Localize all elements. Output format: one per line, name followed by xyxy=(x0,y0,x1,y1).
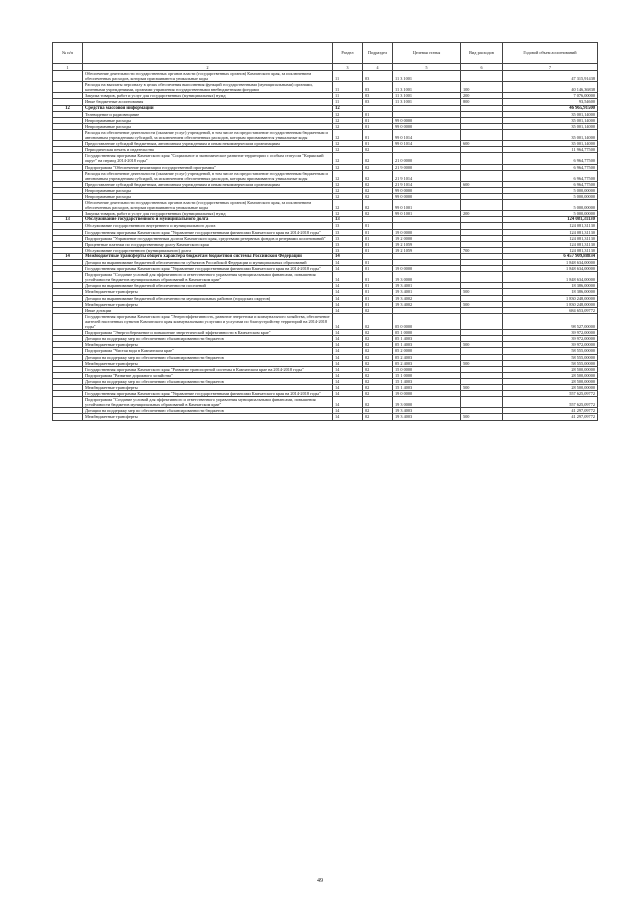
row-section: 14 xyxy=(333,384,363,390)
row-amount: 5 000,00000 xyxy=(503,200,598,211)
row-amount: 58 555,00000 xyxy=(503,360,598,366)
row-subsection: 01 xyxy=(363,241,393,247)
row-name: Государственная программа Камчатского края "Социальное и экономическое развитие территории с особым статусом "Корякский округ" на период 2014-2018 годы" xyxy=(83,153,333,164)
table-row xyxy=(53,153,598,164)
row-amount: 98 527,00000 xyxy=(503,313,598,329)
row-section: 12 xyxy=(333,147,363,153)
row-section: 13 xyxy=(333,229,363,235)
column-number: 5 xyxy=(393,64,461,71)
row-name: Подпрограмма "Обеспечение реализации государственной программы" xyxy=(83,164,333,170)
row-subsection: 02 xyxy=(363,187,393,193)
row-target-article: 05 2 0000 xyxy=(393,348,461,354)
row-amount: 6 964,77500 xyxy=(503,164,598,170)
table-row xyxy=(53,129,598,140)
row-amount: 39 972,00000 xyxy=(503,330,598,336)
row-subsection: 01 xyxy=(363,229,393,235)
row-target-article: 19 0 0000 xyxy=(393,266,461,272)
row-amount: 6 964,77500 xyxy=(503,153,598,164)
row-section: 11 xyxy=(333,93,363,99)
row-name: Иные дотации xyxy=(83,307,333,313)
table-row xyxy=(53,313,598,329)
row-amount: 35 001,14000 xyxy=(503,111,598,117)
row-target-article: 05 1 4003 xyxy=(393,336,461,342)
row-target-article: 19 3 0000 xyxy=(393,272,461,283)
table-row xyxy=(53,170,598,181)
row-number xyxy=(53,153,83,164)
row-subsection: 02 xyxy=(363,354,393,360)
row-name: Государственная программа Камчатского края "Управление государственными финансами Камчатского края на 2014-2018 годы" xyxy=(83,229,333,235)
row-number xyxy=(53,129,83,140)
row-amount: 35 001,14000 xyxy=(503,129,598,140)
header-section: Раздел xyxy=(333,43,363,64)
table-body xyxy=(53,71,598,421)
row-section: 12 xyxy=(333,153,363,164)
row-subsection: 01 xyxy=(363,235,393,241)
row-amount: 35 001,14000 xyxy=(503,123,598,129)
row-name: Предоставление субсидий бюджетным, автономным учреждениям и иным некоммерческим организациям xyxy=(83,141,333,147)
row-target-article: 21 9 0000 xyxy=(393,164,461,170)
row-target-article: 21 9 1014 xyxy=(393,170,461,181)
row-section: 14 xyxy=(333,272,363,283)
row-target-article: 05 0 0000 xyxy=(393,313,461,329)
column-number: 6 xyxy=(461,64,503,71)
row-section: 12 xyxy=(333,170,363,181)
row-name: Средства массовой информации xyxy=(83,105,333,111)
row-name: Дотации на выравнивание бюджетной обеспеченности поселений xyxy=(83,283,333,289)
row-subsection: 02 xyxy=(363,336,393,342)
table-row xyxy=(53,200,598,211)
row-subsection: 01 xyxy=(363,295,393,301)
row-section: 12 xyxy=(333,129,363,140)
row-subsection: 02 xyxy=(363,408,393,414)
row-amount: 58 555,00000 xyxy=(503,348,598,354)
row-subsection: 01 xyxy=(363,123,393,129)
row-number xyxy=(53,71,83,82)
row-section: 14 xyxy=(333,354,363,360)
row-section: 11 xyxy=(333,99,363,105)
row-target-article: 11 3 1001 xyxy=(393,93,461,99)
row-target-article: 05 1 0000 xyxy=(393,330,461,336)
row-subsection: 03 xyxy=(363,99,393,105)
row-name: Подпрограмма "Управление государственным долгом Камчатского края, средствами резервных фондов и резервами ассигнований" xyxy=(83,235,333,241)
row-amount: 41 297,09772 xyxy=(503,408,598,414)
row-section: 14 xyxy=(333,348,363,354)
row-name: Государственная программа Камчатского края "Развитие транспортной системы в Камчатском крае на 2014-2018 годы" xyxy=(83,366,333,372)
row-name: Дотации на выравнивание бюджетной обеспеченности субъектов Российской Федерации и муниципальных образований xyxy=(83,260,333,266)
row-amount: 124 081,31130 xyxy=(503,235,598,241)
row-section: 14 xyxy=(333,330,363,336)
row-amount: 124 081,31130 xyxy=(503,247,598,253)
row-target-article: 99 0 0000 xyxy=(393,117,461,123)
row-name: Периодическая печать и издательства xyxy=(83,147,333,153)
row-amount: 28 500,00000 xyxy=(503,378,598,384)
row-name: Предоставление субсидий бюджетным, автономным учреждениям и иным некоммерческим организациям xyxy=(83,181,333,187)
row-number xyxy=(53,170,83,181)
row-name: Дотации на выравнивание бюджетной обеспеченности муниципальных районов (городских округов) xyxy=(83,295,333,301)
row-name: Обеспечение деятельности государственных органов власти (государственных органов) Камчатского края, за исключением обеспеченных расходов, которым присваиваются уникальные коды xyxy=(83,71,333,82)
row-subsection: 02 xyxy=(363,391,393,397)
row-target-article: 05 2 4003 xyxy=(393,354,461,360)
column-number: 1 xyxy=(53,64,83,71)
row-target-article: 19 2 0000 xyxy=(393,235,461,241)
row-amount: 46 965,91500 xyxy=(503,105,598,111)
row-amount: 18 386,00000 xyxy=(503,289,598,295)
row-subsection: 03 xyxy=(363,71,393,82)
table-row xyxy=(53,71,598,82)
row-name: Закупка товаров, работ и услуг для государственных (муниципальных) нужд xyxy=(83,93,333,99)
row-amount: 1 848 634,00000 xyxy=(503,260,598,266)
row-amount: 1 848 634,00000 xyxy=(503,272,598,283)
column-number: 3 xyxy=(333,64,363,71)
row-section: 14 xyxy=(333,289,363,295)
row-subsection: 02 xyxy=(363,397,393,408)
row-subsection: 02 xyxy=(363,200,393,211)
row-section: 14 xyxy=(333,360,363,366)
row-amount: 28 500,00000 xyxy=(503,384,598,390)
row-subsection: 01 xyxy=(363,266,393,272)
row-target-article: 99 0 1014 xyxy=(393,129,461,140)
row-subsection: 01 xyxy=(363,111,393,117)
row-amount: 684 653,09772 xyxy=(503,307,598,313)
row-target-article: 99 0 1001 xyxy=(393,200,461,211)
row-expense-type: 200 xyxy=(461,211,503,217)
row-section: 14 xyxy=(333,397,363,408)
row-section: 14 xyxy=(333,295,363,301)
row-section: 13 xyxy=(333,217,363,223)
row-target-article: 11 3 1001 xyxy=(393,99,461,105)
row-name: Расходы на обеспечение деятельности (оказание услуг) учреждений, в том числе на предоставление государственным бюджетным и автономным учреждениям субсидий, за исключением обеспеченных расходов, которым присваиваются уникальные коды xyxy=(83,129,333,140)
row-name: Иные бюджетные ассигнования xyxy=(83,99,333,105)
row-subsection: 02 xyxy=(363,193,393,199)
column-number: 7 xyxy=(503,64,598,71)
row-section: 13 xyxy=(333,241,363,247)
row-amount: 93,54600 xyxy=(503,99,598,105)
row-amount: 40 146,36838 xyxy=(503,82,598,93)
row-subsection: 01 xyxy=(363,301,393,307)
row-number: 12 xyxy=(53,105,83,111)
row-expense-type: 500 xyxy=(461,360,503,366)
row-section: 14 xyxy=(333,266,363,272)
row-amount: 41 297,09772 xyxy=(503,414,598,420)
row-target-article: 05 1 4003 xyxy=(393,342,461,348)
row-name: Подпрограмма "Чистая вода в Камчатском крае" xyxy=(83,348,333,354)
row-number xyxy=(53,414,83,420)
row-subsection: 02 xyxy=(363,372,393,378)
row-target-article: 99 0 0000 xyxy=(393,193,461,199)
row-name: Межбюджетные трансферты xyxy=(83,342,333,348)
row-section: 12 xyxy=(333,187,363,193)
row-number: 14 xyxy=(53,253,83,259)
row-target-article: 19 0 0000 xyxy=(393,229,461,235)
row-section: 14 xyxy=(333,366,363,372)
row-section: 14 xyxy=(333,301,363,307)
row-name: Непрограммные расходы xyxy=(83,123,333,129)
row-amount: 39 972,00000 xyxy=(503,342,598,348)
row-target-article: 19 3 4002 xyxy=(393,301,461,307)
row-target-article: 19 0 0000 xyxy=(393,391,461,397)
row-number xyxy=(53,397,83,408)
row-amount: 1 830 248,00000 xyxy=(503,295,598,301)
row-expense-type xyxy=(461,170,503,181)
table-row xyxy=(53,414,598,420)
row-name: Расходы на выплаты персоналу в целях обеспечения выполнения функций государственными (муниципальными) органами, казенными учреждениями, органами управления государственными внебюджетными фондами xyxy=(83,82,333,93)
row-name: Межбюджетные трансферты общего характера бюджетам бюджетной системы Российской Федерации xyxy=(83,253,333,259)
row-subsection: 02 xyxy=(363,164,393,170)
budget-table xyxy=(52,42,598,421)
table-row xyxy=(53,272,598,283)
row-number: 13 xyxy=(53,217,83,223)
row-name: Государственная программа Камчатского края "Управление государственными финансами Камчатского края на 2014-2018 годы" xyxy=(83,391,333,397)
row-amount: 124 081,31130 xyxy=(503,241,598,247)
row-number xyxy=(53,82,83,93)
row-subsection: 03 xyxy=(363,82,393,93)
row-target-article: 19 2 1059 xyxy=(393,241,461,247)
row-number xyxy=(53,200,83,211)
table-row xyxy=(53,82,598,93)
row-target-article: 15 1 0000 xyxy=(393,372,461,378)
row-section: 14 xyxy=(333,336,363,342)
row-expense-type: 500 xyxy=(461,414,503,420)
row-name: Процентные платежи по государственному долгу Камчатского края xyxy=(83,241,333,247)
row-name: Подпрограмма "Создание условий для эффективного и ответственного управления муниципальными финансами, повышения устойчивости бюджетов муниципальных образований в Камчатском крае" xyxy=(83,397,333,408)
row-target-article: 11 3 1001 xyxy=(393,71,461,82)
row-target-article: 19 2 1059 xyxy=(393,247,461,253)
row-subsection: 02 xyxy=(363,153,393,164)
row-section: 12 xyxy=(333,117,363,123)
row-amount: 6 964,77500 xyxy=(503,170,598,181)
row-expense-type xyxy=(461,272,503,283)
header-number: № п/п xyxy=(53,43,83,64)
row-section: 14 xyxy=(333,408,363,414)
row-subsection: 01 xyxy=(363,247,393,253)
header-subsection: Подраздел xyxy=(363,43,393,64)
row-name: Непрограммные расходы xyxy=(83,193,333,199)
row-section: 12 xyxy=(333,164,363,170)
row-target-article: 99 0 1001 xyxy=(393,211,461,217)
row-expense-type: 600 xyxy=(461,181,503,187)
column-number: 2 xyxy=(83,64,333,71)
row-amount: 557 625,09772 xyxy=(503,391,598,397)
header-row xyxy=(53,43,598,64)
row-expense-type xyxy=(461,397,503,408)
row-subsection: 01 xyxy=(363,117,393,123)
row-subsection: 02 xyxy=(363,181,393,187)
row-amount: 58 555,00000 xyxy=(503,354,598,360)
row-name: Дотации на поддержку мер по обеспечению сбалансированности бюджетов xyxy=(83,408,333,414)
row-expense-type xyxy=(461,313,503,329)
row-name: Межбюджетные трансферты xyxy=(83,414,333,420)
row-name: Непрограммные расходы xyxy=(83,117,333,123)
row-target-article: 19 3 4002 xyxy=(393,295,461,301)
row-name: Обслуживание государственного внутреннего и муниципального долга xyxy=(83,223,333,229)
header-target-article: Целевая статья xyxy=(393,43,461,64)
header-amount: Годовой объем ассигнований xyxy=(503,43,598,64)
row-section: 11 xyxy=(333,71,363,82)
row-target-article: 05 2 4003 xyxy=(393,360,461,366)
row-section: 12 xyxy=(333,211,363,217)
row-amount: 124 081,31130 xyxy=(503,229,598,235)
row-target-article: 19 3 4001 xyxy=(393,283,461,289)
table-row xyxy=(53,397,598,408)
row-section: 13 xyxy=(333,247,363,253)
row-name: Обслуживание государственного и муниципального долга xyxy=(83,217,333,223)
row-name: Подпрограмма "Развитие дорожного хозяйства" xyxy=(83,372,333,378)
row-subsection: 01 xyxy=(363,129,393,140)
row-amount: 124 081,31130 xyxy=(503,223,598,229)
row-name: Межбюджетные трансферты xyxy=(83,301,333,307)
row-amount: 39 972,00000 xyxy=(503,336,598,342)
row-expense-type: 500 xyxy=(461,384,503,390)
row-target-article: 11 3 1001 xyxy=(393,82,461,93)
row-section: 12 xyxy=(333,193,363,199)
row-amount: 11 964,77500 xyxy=(503,147,598,153)
row-amount: 35 001,14000 xyxy=(503,141,598,147)
row-section: 12 xyxy=(333,123,363,129)
row-subsection: 02 xyxy=(363,378,393,384)
row-subsection: 02 xyxy=(363,211,393,217)
row-target-article: 99 0 1014 xyxy=(393,141,461,147)
row-subsection: 01 xyxy=(363,223,393,229)
row-name: Дотации на поддержку мер по обеспечению сбалансированности бюджетов xyxy=(83,354,333,360)
row-expense-type xyxy=(461,200,503,211)
row-amount: 28 500,00000 xyxy=(503,366,598,372)
row-name: Подпрограмма "Создание условий для эффективного и ответственного управления муниципальными финансами, повышения устойчивости бюджетов муниципальных образований в Камчатском крае" xyxy=(83,272,333,283)
row-expense-type: 800 xyxy=(461,99,503,105)
row-amount: 7 076,00000 xyxy=(503,93,598,99)
row-amount: 18 386,00000 xyxy=(503,283,598,289)
row-subsection: 01 xyxy=(363,272,393,283)
row-subsection: 02 xyxy=(363,414,393,420)
row-target-article: 19 3 4003 xyxy=(393,408,461,414)
row-section: 12 xyxy=(333,141,363,147)
row-subsection: 02 xyxy=(363,330,393,336)
row-expense-type: 500 xyxy=(461,289,503,295)
row-expense-type: 600 xyxy=(461,141,503,147)
row-subsection: 02 xyxy=(363,170,393,181)
row-subsection: 02 xyxy=(363,313,393,329)
budget-table-page xyxy=(52,42,597,421)
row-section: 12 xyxy=(333,181,363,187)
row-expense-type: 100 xyxy=(461,82,503,93)
page-number: 49 xyxy=(317,878,323,884)
row-subsection: 02 xyxy=(363,384,393,390)
row-expense-type: 200 xyxy=(461,93,503,99)
row-number xyxy=(53,313,83,329)
row-name: Телевидение и радиовещание xyxy=(83,111,333,117)
row-expense-type: 500 xyxy=(461,301,503,307)
row-amount: 28 500,00000 xyxy=(503,372,598,378)
row-subsection: 01 xyxy=(363,260,393,266)
row-name: Обслуживание государственного (муниципального) долга xyxy=(83,247,333,253)
row-name: Межбюджетные трансферты xyxy=(83,289,333,295)
row-name: Государственная программа Камчатского края "Управление государственными финансами Камчатского края на 2014-2018 годы" xyxy=(83,266,333,272)
row-amount: 124 081,31130 xyxy=(503,217,598,223)
row-amount: 5 000,00000 xyxy=(503,187,598,193)
row-subsection: 02 xyxy=(363,147,393,153)
row-target-article: 99 0 0000 xyxy=(393,187,461,193)
row-target-article: 19 3 4003 xyxy=(393,414,461,420)
row-name: Государственная программа Камчатского края "Энергоэффективность, развитие энергетики и коммунального хозяйства, обеспечение жителей населенных пунктов Камчатского края коммунальными услугами и услугами по благоустройству территорий на 2014-2018 годы" xyxy=(83,313,333,329)
row-amount: 47 315,91438 xyxy=(503,71,598,82)
row-expense-type xyxy=(461,71,503,82)
row-name: Подпрограмма "Энергосбережение и повышение энергетической эффективности в Камчатском крае" xyxy=(83,330,333,336)
row-target-article: 15 1 4003 xyxy=(393,378,461,384)
row-amount: 5 000,00000 xyxy=(503,211,598,217)
row-section: 14 xyxy=(333,260,363,266)
row-section: 14 xyxy=(333,414,363,420)
row-amount: 6 457 909,88834 xyxy=(503,253,598,259)
row-section: 14 xyxy=(333,372,363,378)
row-subsection: 02 xyxy=(363,342,393,348)
row-subsection: 03 xyxy=(363,93,393,99)
row-amount: 1 830 248,00000 xyxy=(503,301,598,307)
row-section: 14 xyxy=(333,313,363,329)
row-target-article: 99 0 0000 xyxy=(393,123,461,129)
row-name: Межбюджетные трансферты xyxy=(83,384,333,390)
row-section: 14 xyxy=(333,391,363,397)
row-expense-type: 700 xyxy=(461,247,503,253)
row-target-article: 19 3 0000 xyxy=(393,397,461,408)
row-section: 11 xyxy=(333,82,363,93)
row-section: 14 xyxy=(333,378,363,384)
row-subsection: 02 xyxy=(363,360,393,366)
row-subsection: 01 xyxy=(363,283,393,289)
row-target-article: 21 9 1014 xyxy=(393,181,461,187)
row-expense-type: 500 xyxy=(461,342,503,348)
row-section: 14 xyxy=(333,342,363,348)
row-subsection: 01 xyxy=(363,289,393,295)
row-section: 12 xyxy=(333,111,363,117)
row-subsection: 01 xyxy=(363,141,393,147)
row-target-article: 15 1 4003 xyxy=(393,384,461,390)
row-name: Расходы на обеспечение деятельности (оказание услуг) учреждений, в том числе на предоставление государственным бюджетным и автономным учреждениям субсидий, за исключением обеспеченных расходов, которым присваиваются уникальные коды xyxy=(83,170,333,181)
row-amount: 1 848 634,00000 xyxy=(503,266,598,272)
row-target-article: 19 3 4001 xyxy=(393,289,461,295)
column-number-row xyxy=(53,64,598,71)
row-section: 14 xyxy=(333,307,363,313)
row-subsection: 02 xyxy=(363,348,393,354)
row-name: Дотации на поддержку мер по обеспечению сбалансированности бюджетов xyxy=(83,336,333,342)
column-number: 4 xyxy=(363,64,393,71)
row-section: 13 xyxy=(333,235,363,241)
row-section: 12 xyxy=(333,200,363,211)
row-subsection: 02 xyxy=(363,366,393,372)
row-name: Обеспечение деятельности государственных органов власти (государственных органов) Камчатского края, за исключением обеспеченных расходов, которым присваиваются уникальные коды xyxy=(83,200,333,211)
row-amount: 6 964,77500 xyxy=(503,181,598,187)
row-name: Непрограммные расходы xyxy=(83,187,333,193)
row-target-article: 15 0 0000 xyxy=(393,366,461,372)
row-amount: 5 000,00000 xyxy=(503,193,598,199)
header-name xyxy=(83,43,333,64)
header-expense-type: Вид расходов xyxy=(461,43,503,64)
row-section: 12 xyxy=(333,105,363,111)
row-target-article: 21 0 0000 xyxy=(393,153,461,164)
row-section: 14 xyxy=(333,253,363,259)
row-name: Межбюджетные трансферты xyxy=(83,360,333,366)
row-amount: 35 001,14000 xyxy=(503,117,598,123)
row-name: Закупка товаров, работ и услуг для государственных (муниципальных) нужд xyxy=(83,211,333,217)
row-number xyxy=(53,272,83,283)
row-subsection: 02 xyxy=(363,307,393,313)
row-name: Дотации на поддержку мер по обеспечению сбалансированности бюджетов xyxy=(83,378,333,384)
row-section: 14 xyxy=(333,283,363,289)
row-expense-type xyxy=(461,129,503,140)
row-amount: 557 625,09772 xyxy=(503,397,598,408)
row-section: 13 xyxy=(333,223,363,229)
row-expense-type xyxy=(461,153,503,164)
